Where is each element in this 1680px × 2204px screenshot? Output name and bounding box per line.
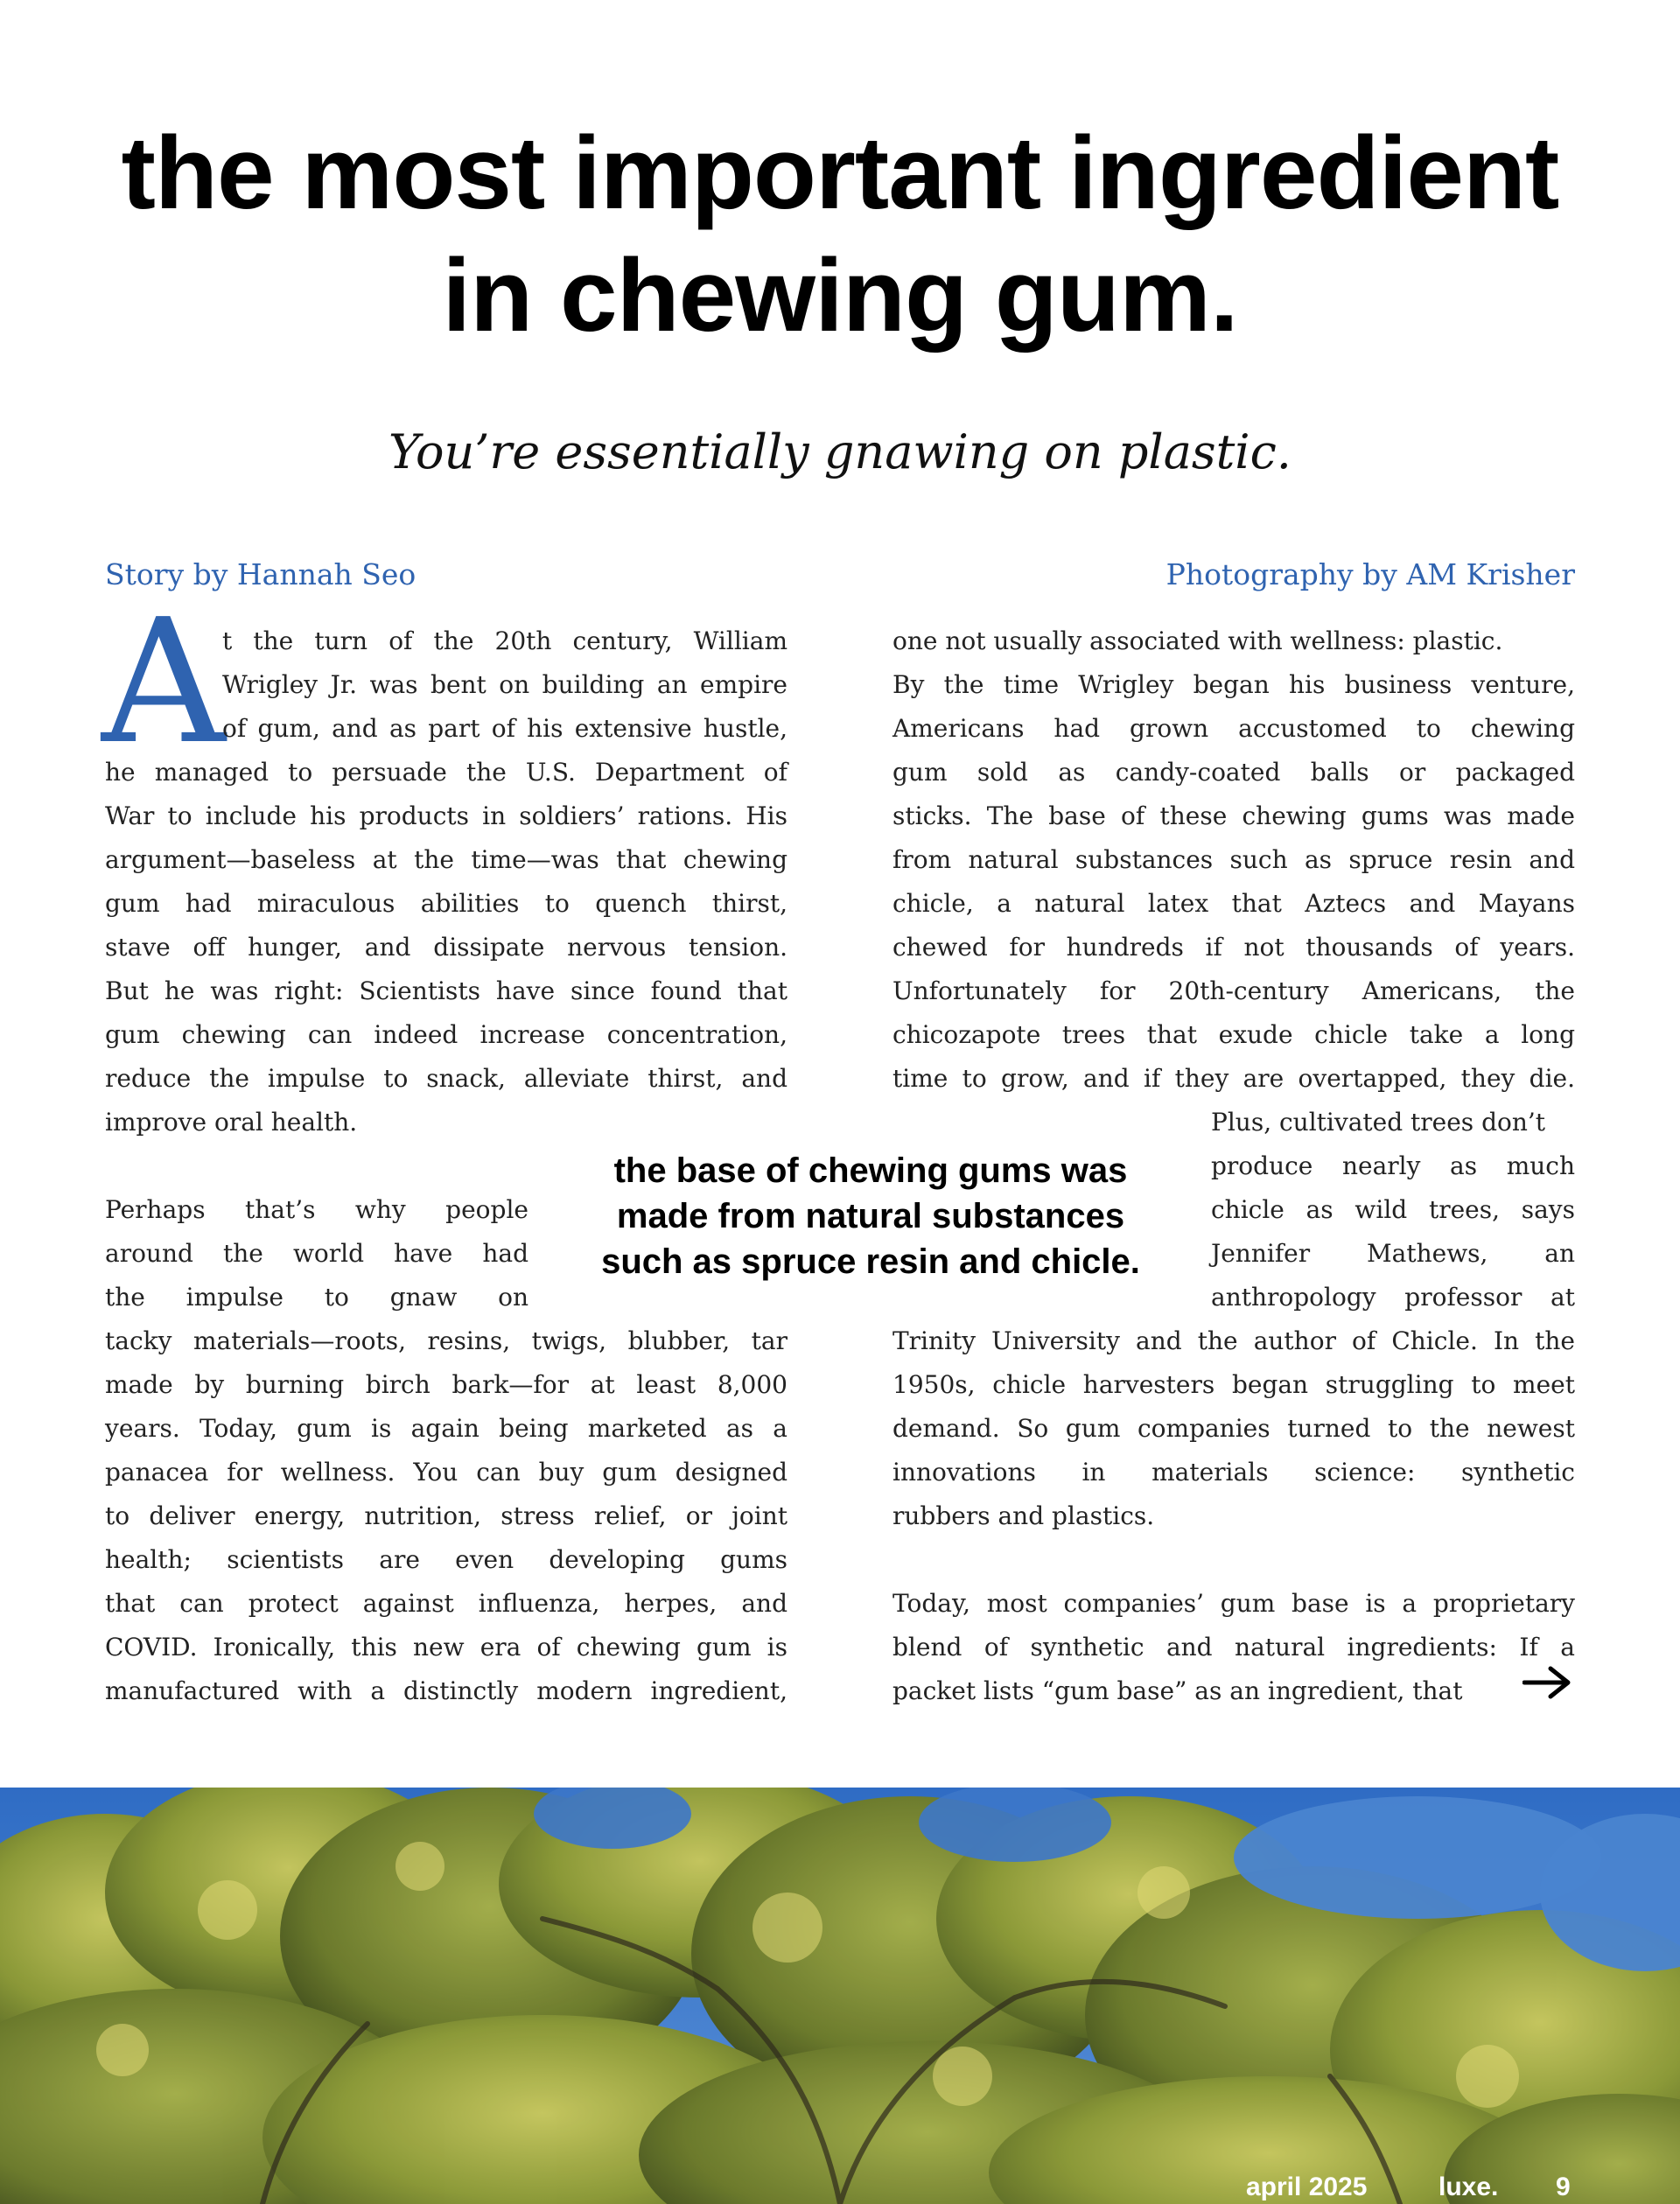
body-line: he managed to persuade the U.S. Department of <box>105 758 788 787</box>
body-line: gum chewing can indeed increase concentration, <box>105 1020 788 1049</box>
body-line: manufactured with a distinctly modern ingredient, <box>105 1676 788 1705</box>
headline-line: in chewing gum. <box>442 238 1238 353</box>
body-line: from natural substances such as spruce resin and <box>892 845 1575 874</box>
pull-quote-line: made from natural substances <box>616 1197 1125 1235</box>
body-line: gum had miraculous abilities to quench thirst, <box>105 889 788 918</box>
body-line: time to grow, and if they are overtapped, they die. <box>892 1064 1575 1093</box>
body-line: of gum, and as part of his extensive hustle, <box>222 714 788 743</box>
folio-date: april 2025 <box>1246 2173 1368 2201</box>
body-line: Plus, cultivated trees don’t <box>1211 1108 1546 1137</box>
body-line: Today, most companies’ gum base is a proprietary <box>892 1589 1575 1618</box>
body-line: anthropology professor at <box>1211 1283 1575 1312</box>
body-line: gum sold as candy-coated balls or packaged <box>892 758 1575 787</box>
body-line: Wrigley Jr. was bent on building an empire <box>222 670 788 699</box>
story-credit: Story by Hannah Seo <box>105 557 416 591</box>
body-line: made by burning birch bark—for at least 8,000 <box>105 1370 788 1399</box>
body-line: panacea for wellness. You can buy gum designed <box>105 1458 788 1487</box>
body-line: Unfortunately for 20th-century Americans, the <box>892 976 1575 1005</box>
body-line: health; scientists are even developing gums <box>105 1545 788 1574</box>
body-line: argument—baseless at the time—was that chewing <box>105 845 788 874</box>
tree-canopy-photo <box>0 1788 1680 2204</box>
headline-line: the most important ingredient <box>121 115 1559 231</box>
body-line: War to include his products in soldiers’ rations. His <box>105 801 788 830</box>
body-line: sticks. The base of these chewing gums was made <box>892 801 1575 830</box>
body-line: innovations in materials science: synthetic <box>892 1458 1575 1487</box>
photo-credit: Photography by AM Krisher <box>1166 557 1575 591</box>
body-line: stave off hunger, and dissipate nervous tension. <box>105 933 788 962</box>
body-line: years. Today, gum is again being marketed as a <box>105 1414 788 1443</box>
body-line: demand. So gum companies turned to the newest <box>892 1414 1575 1443</box>
body-line: tacky materials—roots, resins, twigs, blubber, tar <box>105 1326 788 1355</box>
drop-cap: A <box>102 583 226 782</box>
body-line: chewed for hundreds if not thousands of years. <box>892 933 1575 962</box>
body-line: improve oral health. <box>105 1108 358 1137</box>
body-line: the impulse to gnaw on <box>105 1283 528 1312</box>
body-line: blend of synthetic and natural ingredients: If a <box>892 1633 1575 1662</box>
body-line: to deliver energy, nutrition, stress relief, or joint <box>105 1501 788 1530</box>
headline <box>52 112 1628 357</box>
pull-quote-line: such as spruce resin and chicle. <box>601 1242 1140 1281</box>
body-line: Perhaps that’s why people <box>105 1195 528 1224</box>
arrow-right-icon <box>1522 1665 1572 1700</box>
body-line: chicle, a natural latex that Aztecs and Mayans <box>892 889 1575 918</box>
folio-page-number: 9 <box>1556 2173 1571 2201</box>
body-line: Americans had grown accustomed to chewing <box>892 714 1575 743</box>
body-line: But he was right: Scientists have since found that <box>105 976 788 1005</box>
dek-subtitle: You’re essentially gnawing on plastic. <box>388 424 1292 479</box>
pull-quote <box>560 1148 1181 1284</box>
body-line: Trinity University and the author of Chicle. In the <box>892 1326 1575 1355</box>
body-line: t the turn of the 20th century, William <box>222 626 788 655</box>
body-line: around the world have had <box>105 1239 528 1268</box>
body-line: chicozapote trees that exude chicle take a long <box>892 1020 1575 1049</box>
body-line: packet lists “gum base” as an ingredient, that <box>892 1676 1463 1705</box>
body-line: 1950s, chicle harvesters began struggling to meet <box>892 1370 1575 1399</box>
body-line: produce nearly as much <box>1211 1151 1575 1180</box>
tree-canopy-illustration <box>0 1788 1680 2204</box>
body-line: chicle as wild trees, says <box>1211 1195 1575 1224</box>
pull-quote-line: the base of chewing gums was <box>613 1151 1128 1190</box>
body-line: COVID. Ironically, this new era of chewing gum is <box>105 1633 788 1662</box>
body-line: that can protect against influenza, herpes, and <box>105 1589 788 1618</box>
body-line: Jennifer Mathews, an <box>1211 1239 1575 1268</box>
body-line: one not usually associated with wellness: plastic. <box>892 626 1503 655</box>
folio-magazine: luxe. <box>1438 2173 1499 2201</box>
body-line: reduce the impulse to snack, alleviate thirst, and <box>105 1064 788 1093</box>
body-line: rubbers and plastics. <box>892 1501 1155 1530</box>
body-line: By the time Wrigley began his business venture, <box>892 670 1575 699</box>
